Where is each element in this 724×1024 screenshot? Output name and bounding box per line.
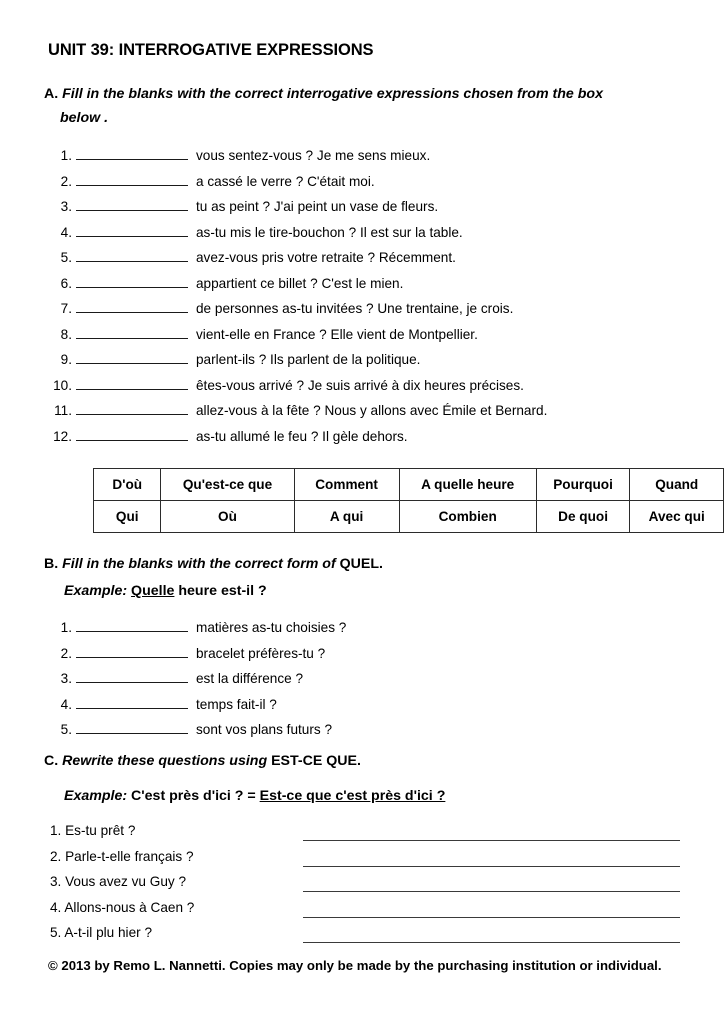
- answer-blank[interactable]: [76, 299, 188, 313]
- item-text: avez-vous pris votre retraite ? Récemment.: [196, 250, 456, 265]
- item-number: 11.: [54, 403, 72, 418]
- word-box-row: [94, 469, 724, 501]
- section-c-instruction-keyword: EST-CE QUE.: [271, 753, 361, 769]
- item-text: temps fait-il ?: [196, 696, 277, 712]
- rewrite-item: [50, 874, 186, 889]
- item-text: Es-tu prêt ?: [61, 823, 136, 838]
- section-a-instruction-cont: below .: [60, 110, 109, 126]
- fill-in-item: [50, 146, 430, 171]
- fill-in-item: [50, 427, 408, 452]
- answer-line[interactable]: [303, 840, 680, 841]
- answer-blank[interactable]: [76, 274, 188, 288]
- word-box-cell: Où: [161, 501, 294, 533]
- word-box-cell: Comment: [294, 469, 399, 501]
- item-text: êtes-vous arrivé ? Je suis arrivé à dix heures précises.: [196, 377, 524, 393]
- item-number: 7.: [60, 301, 72, 316]
- item-text: appartient ce billet ? C'est le mien.: [196, 275, 404, 291]
- fill-in-item: [50, 720, 332, 745]
- item-number: 1.: [60, 148, 72, 163]
- fill-in-item: [50, 350, 420, 375]
- section-c-example-prompt: C'est près d'ici ? =: [131, 788, 260, 804]
- item-number: 5.: [50, 925, 62, 940]
- answer-blank[interactable]: [76, 223, 188, 237]
- item-text: Allons-nous à Caen ?: [61, 899, 195, 915]
- fill-in-item: [50, 401, 547, 426]
- section-b-letter: B.: [44, 556, 59, 572]
- answer-blank[interactable]: [76, 720, 188, 734]
- answer-blank[interactable]: [76, 376, 188, 390]
- section-b-example-label: Example:: [64, 583, 128, 599]
- copyright-footer: © 2013 by Remo L. Nannetti. Copies may only be made by the purchasing institution or individual.: [48, 958, 662, 973]
- section-b-example-answer: Quelle: [131, 583, 175, 599]
- rewrite-item: [50, 925, 152, 940]
- fill-in-item: [50, 274, 403, 299]
- section-c-instruction: Rewrite these questions using: [62, 753, 272, 769]
- item-number: 1.: [60, 620, 72, 635]
- item-number: 3.: [60, 671, 72, 686]
- word-box-cell: A qui: [294, 501, 399, 533]
- answer-blank[interactable]: [76, 248, 188, 262]
- item-text: parlent-ils ? Ils parlent de la politique.: [196, 352, 421, 367]
- item-text: matières as-tu choisies ?: [196, 620, 347, 635]
- item-text: vient-elle en France ? Elle vient de Montpellier.: [196, 326, 478, 342]
- section-c-example: [64, 788, 445, 804]
- section-b-instruction-keyword: QUEL.: [339, 556, 383, 572]
- answer-blank[interactable]: [76, 618, 188, 632]
- item-number: 3.: [50, 874, 62, 889]
- section-b-example: [64, 583, 267, 599]
- item-text: est la différence ?: [196, 671, 304, 686]
- fill-in-item: [50, 695, 277, 720]
- section-c-letter: C.: [44, 753, 59, 769]
- item-number: 8.: [60, 326, 72, 342]
- word-box-table: [93, 468, 724, 533]
- item-number: 4.: [60, 224, 72, 240]
- word-box-cell: Combien: [399, 501, 536, 533]
- item-text: vous sentez-vous ? Je me sens mieux.: [196, 148, 431, 163]
- item-text: sont vos plans futurs ?: [196, 722, 333, 737]
- rewrite-item: [50, 849, 194, 864]
- answer-line[interactable]: [303, 917, 680, 918]
- fill-in-item: [50, 248, 456, 273]
- rewrite-item: [50, 900, 194, 915]
- item-number: 1.: [50, 823, 62, 838]
- rewrite-item: [50, 823, 135, 838]
- item-number: 4.: [50, 899, 62, 915]
- item-text: Vous avez vu Guy ?: [61, 874, 187, 889]
- item-number: 4.: [60, 696, 72, 712]
- item-number: 12.: [53, 428, 72, 444]
- item-text: bracelet préfères-tu ?: [196, 645, 326, 661]
- item-text: tu as peint ? J'ai peint un vase de fleurs.: [196, 199, 439, 214]
- section-b-instruction: Fill in the blanks with the correct form of: [62, 556, 340, 572]
- answer-blank[interactable]: [76, 172, 188, 186]
- page-title: UNIT 39: INTERROGATIVE EXPRESSIONS: [48, 41, 374, 59]
- item-number: 5.: [60, 250, 72, 265]
- item-text: de personnes as-tu invitées ? Une trentaine, je crois.: [196, 301, 514, 316]
- answer-blank[interactable]: [76, 644, 188, 658]
- fill-in-item: [50, 197, 438, 222]
- section-c-heading: [44, 749, 684, 773]
- section-a-letter: A.: [44, 86, 59, 102]
- answer-blank[interactable]: [76, 350, 188, 364]
- item-number: 2.: [60, 645, 72, 661]
- answer-blank[interactable]: [76, 401, 188, 415]
- word-box-cell: Quand: [630, 469, 724, 501]
- fill-in-item: [50, 669, 303, 694]
- section-a-heading: [44, 82, 684, 130]
- fill-in-item: [50, 618, 346, 643]
- item-number: 6.: [60, 275, 72, 291]
- section-c-example-label: Example:: [64, 788, 128, 804]
- item-text: Parle-t-elle français ?: [61, 848, 194, 864]
- item-text: A-t-il plu hier ?: [61, 925, 153, 940]
- word-box-cell: Pourquoi: [536, 469, 630, 501]
- item-text: a cassé le verre ? C'était moi.: [196, 173, 375, 189]
- fill-in-item: [50, 644, 325, 669]
- answer-blank[interactable]: [76, 695, 188, 709]
- item-number: 5.: [60, 722, 72, 737]
- answer-line[interactable]: [303, 891, 680, 892]
- section-a-instruction: Fill in the blanks with the correct interrogative expressions chosen from the box: [62, 86, 603, 102]
- answer-line[interactable]: [303, 866, 680, 867]
- fill-in-item: [50, 223, 463, 248]
- section-b-example-rest: heure est-il ?: [174, 583, 267, 599]
- section-c-example-answer: Est-ce que c'est près d'ici ?: [259, 788, 446, 804]
- section-b-heading: [44, 552, 684, 576]
- fill-in-item: [50, 376, 524, 401]
- item-number: 10.: [53, 377, 72, 393]
- fill-in-item: [50, 325, 478, 350]
- answer-blank[interactable]: [76, 146, 188, 160]
- fill-in-item: [50, 172, 375, 197]
- word-box-cell: Qu'est-ce que: [161, 469, 294, 501]
- word-box-row: [94, 501, 724, 533]
- word-box-cell: Qui: [94, 501, 161, 533]
- item-number: 3.: [60, 199, 72, 214]
- answer-blank[interactable]: [76, 325, 188, 339]
- item-number: 9.: [60, 352, 72, 367]
- item-number: 2.: [60, 173, 72, 189]
- item-text: as-tu allumé le feu ? Il gèle dehors.: [196, 428, 408, 444]
- item-text: as-tu mis le tire-bouchon ? Il est sur la table.: [196, 224, 463, 240]
- answer-line[interactable]: [303, 942, 680, 943]
- word-box-cell: Avec qui: [630, 501, 724, 533]
- item-text: allez-vous à la fête ? Nous y allons avec Émile et Bernard.: [196, 403, 548, 418]
- word-box-cell: A quelle heure: [399, 469, 536, 501]
- answer-blank[interactable]: [76, 669, 188, 683]
- fill-in-item: [50, 299, 513, 324]
- word-box-cell: De quoi: [536, 501, 630, 533]
- answer-blank[interactable]: [76, 427, 188, 441]
- word-box-cell: D'où: [94, 469, 161, 501]
- item-number: 2.: [50, 848, 62, 864]
- answer-blank[interactable]: [76, 197, 188, 211]
